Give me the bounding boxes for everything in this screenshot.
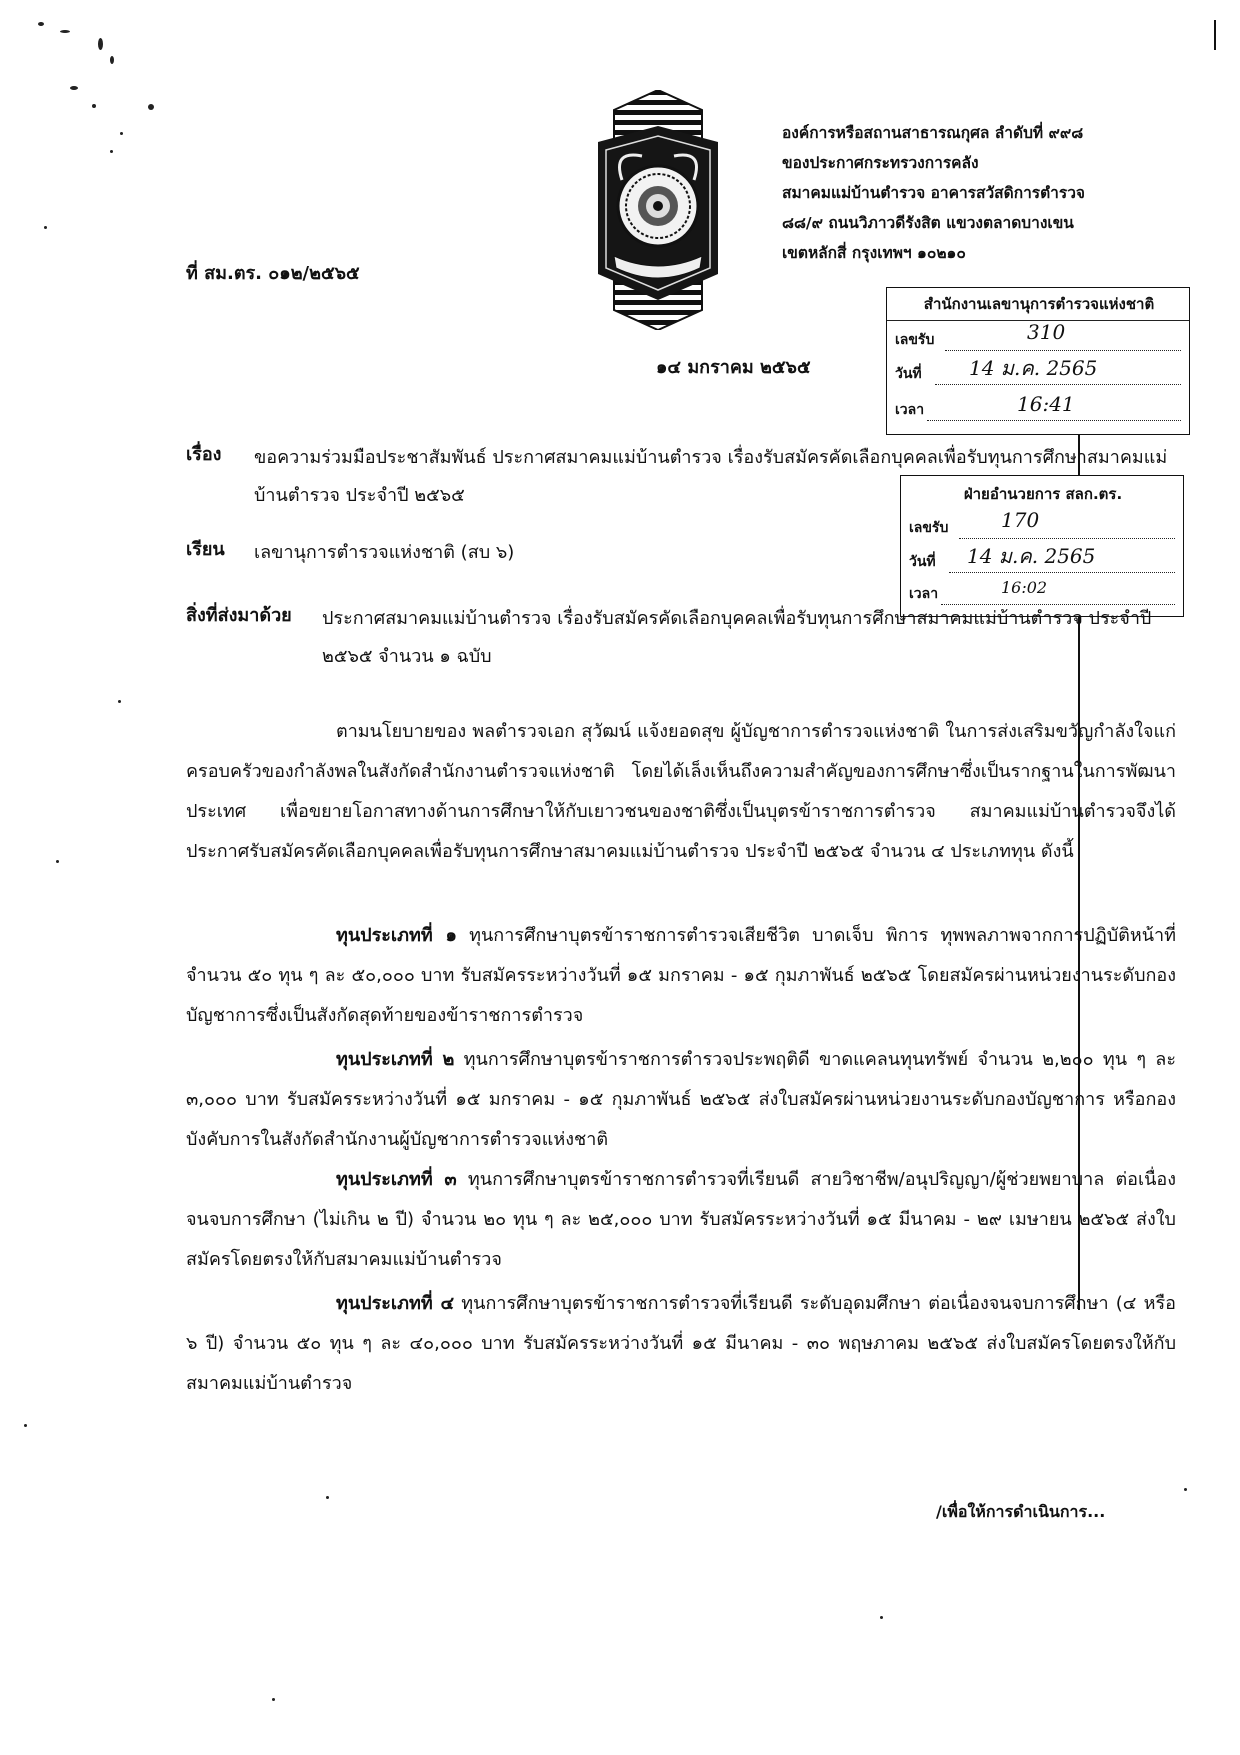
scholarship-type-2 bbox=[186, 1040, 1176, 1160]
org-line-3: สมาคมแม่บ้านตำรวจ อาคารสวัสดิการตำรวจ bbox=[782, 184, 1085, 202]
document-number: ที่ สม.ตร. ๐๑๒/๒๕๖๕ bbox=[186, 263, 360, 284]
scan-noise bbox=[1184, 1488, 1187, 1491]
stamp-label-date: วันที่ bbox=[909, 554, 936, 570]
stamp-dotted-line bbox=[945, 350, 1181, 351]
emblem-icon bbox=[592, 90, 724, 330]
scan-edge-line bbox=[1214, 20, 1216, 50]
scan-noise bbox=[56, 860, 59, 863]
scholarship-type-3-heading: ทุนประเภทที่ ๓ bbox=[336, 1169, 457, 1190]
enclosure-label: สิ่งที่ส่งมาด้วย bbox=[186, 605, 292, 626]
stamp-header: สำนักงานเลขานุการตำรวจแห่งชาติ bbox=[923, 295, 1155, 313]
recipient-text: เลขานุการตำรวจแห่งชาติ (สบ ๖) bbox=[254, 542, 515, 563]
association-emblem bbox=[592, 90, 724, 330]
receiving-stamp-admin bbox=[900, 475, 1184, 617]
scan-noise bbox=[120, 132, 123, 135]
org-line-5: เขตหลักสี่ กรุงเทพฯ ๑๐๒๑๐ bbox=[782, 244, 966, 262]
scholarship-type-1 bbox=[186, 916, 1176, 1036]
stamp-value-time: 16:41 bbox=[1017, 392, 1075, 416]
scholarship-type-3-text: ทุนการศึกษาบุตรข้าราชการตำรวจที่เรียนดี สายวิชาชีพ/อนุปริญญา/ผู้ช่วยพยาบาล ต่อเนื่องจนจบการศึกษา (ไม่เกิน ๒ ปี) จำนวน ๒๐ ทุน ๆ ละ ๒๕,๐๐๐ บาท รับสมัครระหว่างวันที่ ๑๕ มีนาคม - ๒๙ เมษายน ๒๕๖๕ ส่งใบสมัครโดยตรงให้กับสมาคมแม่บ้านตำรวจ bbox=[186, 1169, 1176, 1270]
scan-noise bbox=[60, 30, 70, 33]
scan-noise bbox=[880, 1616, 883, 1619]
scan-noise bbox=[98, 38, 103, 50]
stamp-dotted-line bbox=[949, 572, 1175, 573]
scholarship-type-3 bbox=[186, 1160, 1176, 1280]
scholarship-type-4-heading: ทุนประเภทที่ ๔ bbox=[336, 1293, 455, 1314]
scholarship-type-4-text: ทุนการศึกษาบุตรข้าราชการตำรวจที่เรียนดี ระดับอุดมศึกษา ต่อเนื่องจนจบการศึกษา (๔ หรือ ๖ ปี) จำนวน ๕๐ ทุน ๆ ละ ๔๐,๐๐๐ บาท รับสมัครระหว่างวันที่ ๑๕ มีนาคม - ๓๐ พฤษภาคม ๒๕๖๕ ส่งใบสมัครโดยตรงให้กับสมาคมแม่บ้านตำรวจ bbox=[186, 1293, 1176, 1394]
document-date: ๑๔ มกราคม ๒๕๖๕ bbox=[656, 357, 811, 378]
stamp-label-time: เวลา bbox=[895, 402, 925, 418]
stamp-value-number: 170 bbox=[1001, 508, 1040, 532]
stamp-value-date: 14 ม.ค. 2565 bbox=[969, 356, 1098, 380]
stamp-value-date: 14 ม.ค. 2565 bbox=[967, 544, 1096, 568]
organization-address bbox=[782, 118, 1085, 268]
stamp-label-number: เลขรับ bbox=[895, 332, 935, 348]
scan-noise bbox=[110, 56, 114, 64]
stamp-dotted-line bbox=[935, 384, 1181, 385]
scan-noise bbox=[70, 86, 78, 90]
scholarship-type-2-heading: ทุนประเภทที่ ๒ bbox=[336, 1049, 455, 1070]
scan-noise bbox=[92, 104, 96, 108]
stamp-label-number: เลขรับ bbox=[909, 520, 949, 536]
stamp-dotted-line bbox=[927, 420, 1181, 421]
recipient-label: เรียน bbox=[186, 539, 225, 560]
org-line-4: ๘๘/๙ ถนนวิภาวดีรังสิต แขวงตลาดบางเขน bbox=[782, 214, 1074, 232]
scan-noise bbox=[272, 1698, 275, 1701]
org-line-1: องค์การหรือสถานสาธารณกุศล ลำดับที่ ๙๙๘ bbox=[782, 124, 1084, 142]
scan-noise bbox=[44, 226, 47, 229]
scan-noise bbox=[326, 1496, 329, 1499]
scan-noise bbox=[148, 104, 154, 110]
stamp-label-time: เวลา bbox=[909, 586, 939, 602]
subject-text: ขอความร่วมมือประชาสัมพันธ์ ประกาศสมาคมแม่บ้านตำรวจ เรื่องรับสมัครคัดเลือกบุคคลเพื่อรับทุนการศึกษาสมาคมแม่บ้านตำรวจ ประจำปี ๒๕๖๕ bbox=[254, 447, 1168, 506]
scan-noise bbox=[110, 150, 113, 153]
scholarship-type-2-text: ทุนการศึกษาบุตรข้าราชการตำรวจประพฤติดี ขาดแคลนทุนทรัพย์ จำนวน ๒,๒๐๐ ทุน ๆ ละ ๓,๐๐๐ บาท รับสมัครระหว่างวันที่ ๑๕ มกราคม - ๑๕ กุมภาพันธ์ ๒๕๖๕ ส่งใบสมัครผ่านหน่วยงานระดับกองบัญชาการ หรือกองบังคับการในสังกัดสำนักงานผู้บัญชาการตำรวจแห่งชาติ bbox=[186, 1049, 1176, 1150]
scholarship-type-1-heading: ทุนประเภทที่ ๑ bbox=[336, 925, 457, 946]
body-paragraph-intro: ตามนโยบายของ พลตำรวจเอก สุวัฒน์ แจ้งยอดสุข ผู้บัญชาการตำรวจแห่งชาติ ในการส่งเสริมขวัญกำลังใจแก่ครอบครัวของกำลังพลในสังกัดสำนักงานตำรวจแห่งชาติ โดยได้เล็งเห็นถึงความสำคัญของการศึกษาซึ่งเป็นรากฐานในการพัฒนาประเทศ เพื่อขยายโอกาสทางด้านการศึกษาให้กับเยาวชนของชาติซึ่งเป็นบุตรข้าราชการตำรวจ สมาคมแม่บ้านตำรวจจึงได้ประกาศรับสมัครคัดเลือกบุคคลเพื่อรับทุนการศึกษาสมาคมแม่บ้านตำรวจ ประจำปี ๒๕๖๕ จำนวน ๔ ประเภททุน ดังนี้ bbox=[186, 721, 1176, 862]
stamp-value-number: 310 bbox=[1027, 320, 1066, 344]
subject-label: เรื่อง bbox=[186, 444, 222, 465]
stamp-value-time: 16:02 bbox=[1001, 578, 1048, 597]
scan-noise bbox=[118, 700, 121, 703]
scholarship-type-1-text: ทุนการศึกษาบุตรข้าราชการตำรวจเสียชีวิต บาดเจ็บ พิการ ทุพพลภาพจากการปฏิบัติหน้าที่ จำนวน ๕๐ ทุน ๆ ละ ๕๐,๐๐๐ บาท รับสมัครระหว่างวันที่ ๑๕ มกราคม - ๑๕ กุมภาพันธ์ ๒๕๖๕ โดยสมัครผ่านหน่วยงานระดับกองบัญชาการซึ่งเป็นสังกัดสุดท้ายของข้าราชการตำรวจ bbox=[186, 925, 1176, 1026]
continuation-note: /เพื่อให้การดำเนินการ... bbox=[936, 1502, 1106, 1521]
org-line-2: ของประกาศกระทรวงการคลัง bbox=[782, 154, 979, 172]
stamp-label-date: วันที่ bbox=[895, 366, 922, 382]
scan-noise bbox=[24, 1424, 27, 1427]
scan-noise bbox=[38, 22, 44, 26]
stamp-header: ฝ่ายอำนวยการ สลก.ตร. bbox=[963, 485, 1123, 503]
enclosure-text: ประกาศสมาคมแม่บ้านตำรวจ เรื่องรับสมัครคัดเลือกบุคคลเพื่อรับทุนการศึกษาสมาคมแม่บ้านตำรวจ ประจำปี ๒๕๖๕ จำนวน ๑ ฉบับ bbox=[322, 608, 1152, 667]
stamp-dotted-line bbox=[959, 538, 1175, 539]
scholarship-type-4 bbox=[186, 1284, 1176, 1404]
receiving-stamp-secretariat bbox=[886, 287, 1190, 435]
